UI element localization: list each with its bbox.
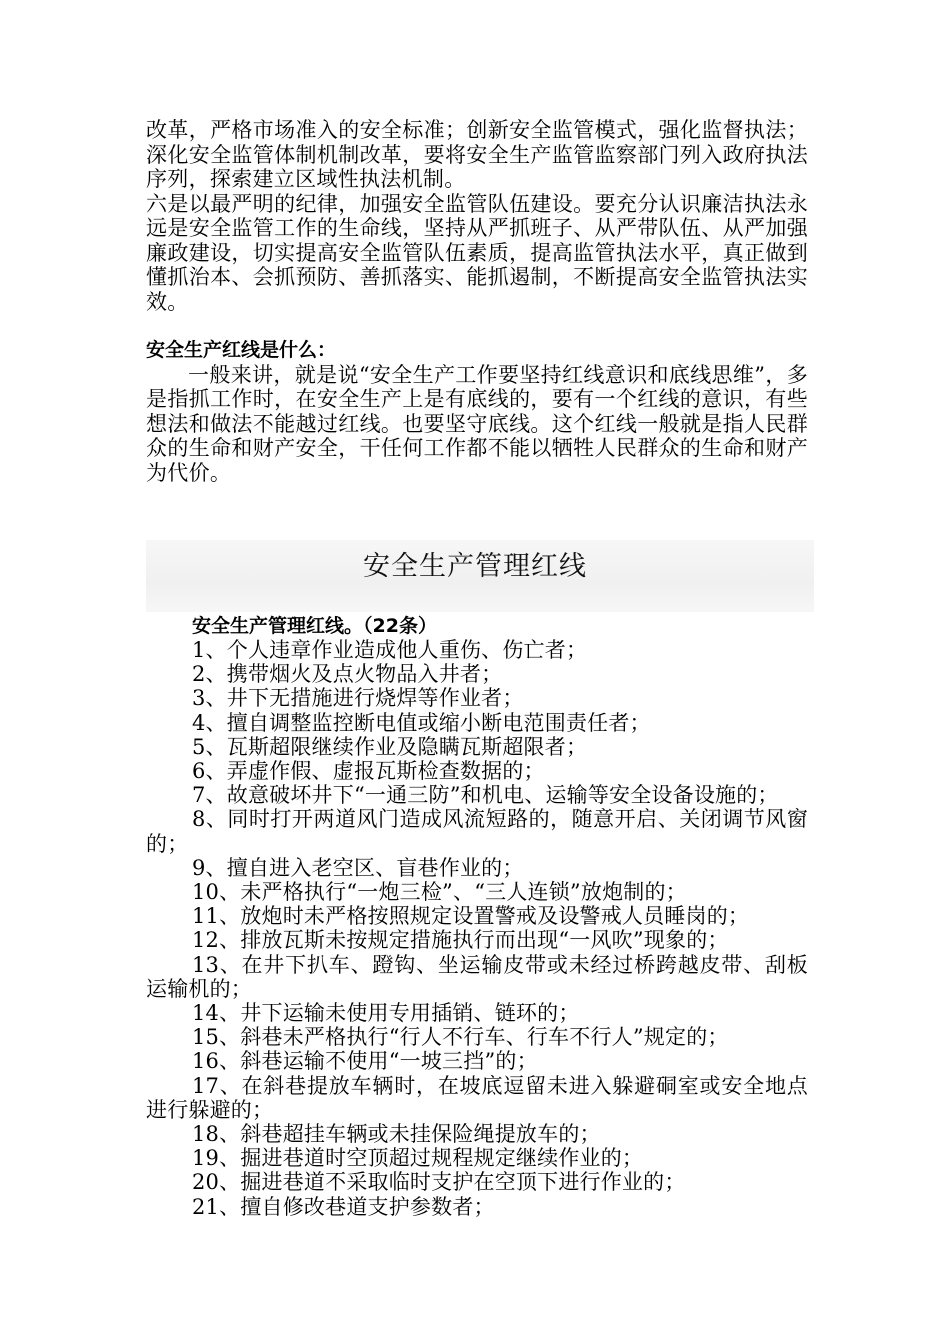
list-heading: 安全生产管理红线。（22条） (192, 615, 437, 637)
list-item: 3、井下无措施进行烧焊等作业者； (192, 686, 524, 711)
list-item: 12、排放瓦斯未按规定措施执行而出现“一风吹”现象的； (192, 928, 729, 953)
list-item: 14、井下运输未使用专用插销、链环的； (192, 1001, 580, 1026)
paragraph-spacer (146, 314, 808, 338)
list-item: 13、在井下扒车、蹬钩、坐运输皮带或未经过桥跨越皮带、刮板运输机的； (146, 952, 808, 1001)
list-item: 1、个人违章作业造成他人重伤、伤亡者； (192, 638, 588, 662)
list-item: 21、擅自修改巷道支护参数者； (192, 1194, 495, 1219)
list-item: 6、弄虚作假、虚报瓦斯检查数据的； (192, 759, 545, 784)
red-line-heading: 安全生产红线是什么： (146, 339, 337, 361)
list-item: 8、同时打开两道风门造成风流短路的，随意开启、关闭调节风窗的； (146, 807, 808, 856)
red-line-list (146, 614, 808, 1219)
list-item: 10、未严格执行“一炮三检”、“三人连锁”放炮制的； (192, 880, 687, 905)
list-item: 17、在斜巷提放车辆时，在坡底逗留未进入躲避硐室或安全地点进行躲避的； (146, 1073, 808, 1122)
list-item: 7、故意破坏井下“一通三防”和机电、运输等安全设备设施的； (192, 783, 779, 808)
list-item: 11、放炮时未严格按照规定设置警戒及设警戒人员睡岗的； (192, 904, 750, 929)
list-item: 9、擅自进入老空区、盲巷作业的； (192, 855, 524, 880)
intro-paragraph-1: 改革，严格市场准入的安全标准；创新安全监管模式，强化监督执法；深化安全监管体制机制改革，要将安全生产监管监察部门列入政府执法序列，探索建立区域性执法机制。 (146, 118, 808, 191)
list-item: 16、斜巷运输不使用“一坡三挡”的； (192, 1049, 538, 1074)
intro-section (146, 118, 808, 485)
page-title: 安全生产管理红线 (363, 551, 587, 582)
list-item: 19、掘进巷道时空顶超过规程规定继续作业的； (192, 1146, 644, 1171)
list-item: 18、斜巷超挂车辆或未挂保险绳提放车的； (192, 1122, 601, 1147)
list-item: 15、斜巷未严格执行“行人不行车、行车不行人”规定的； (192, 1025, 729, 1050)
list-item: 20、掘进巷道不采取临时支护在空顶下进行作业的； (192, 1170, 686, 1195)
intro-paragraph-2: 六是以最严明的纪律，加强安全监管队伍建设。要充分认识廉洁执法永远是安全监管工作的生命线，坚持从严抓班子、从严带队伍、从严加强廉政建设，切实提高安全监管队伍素质，提高监管执法水平，真正做到懂抓治本、会抓预防、善抓落实、能抓遏制，不断提高安全监管执法实效。 (146, 191, 808, 314)
list-item: 4、擅自调整监控断电值或缩小断电范围责任者； (192, 710, 651, 735)
list-item: 2、携带烟火及点火物品入井者； (192, 662, 503, 687)
list-item: 5、瓦斯超限继续作业及隐瞒瓦斯超限者； (192, 734, 588, 759)
red-line-body: 一般来讲，就是说“安全生产工作要坚持红线意识和底线思维”，多是指抓工作时，在安全生产上是有底线的，要有一个红线的意识，有些想法和做法不能越过红线。也要坚守底线。这个红线一般就是指人民群众的生命和财产安全，干任何工作都不能以牺牲人民群众的生命和财产为代价。 (146, 362, 808, 485)
